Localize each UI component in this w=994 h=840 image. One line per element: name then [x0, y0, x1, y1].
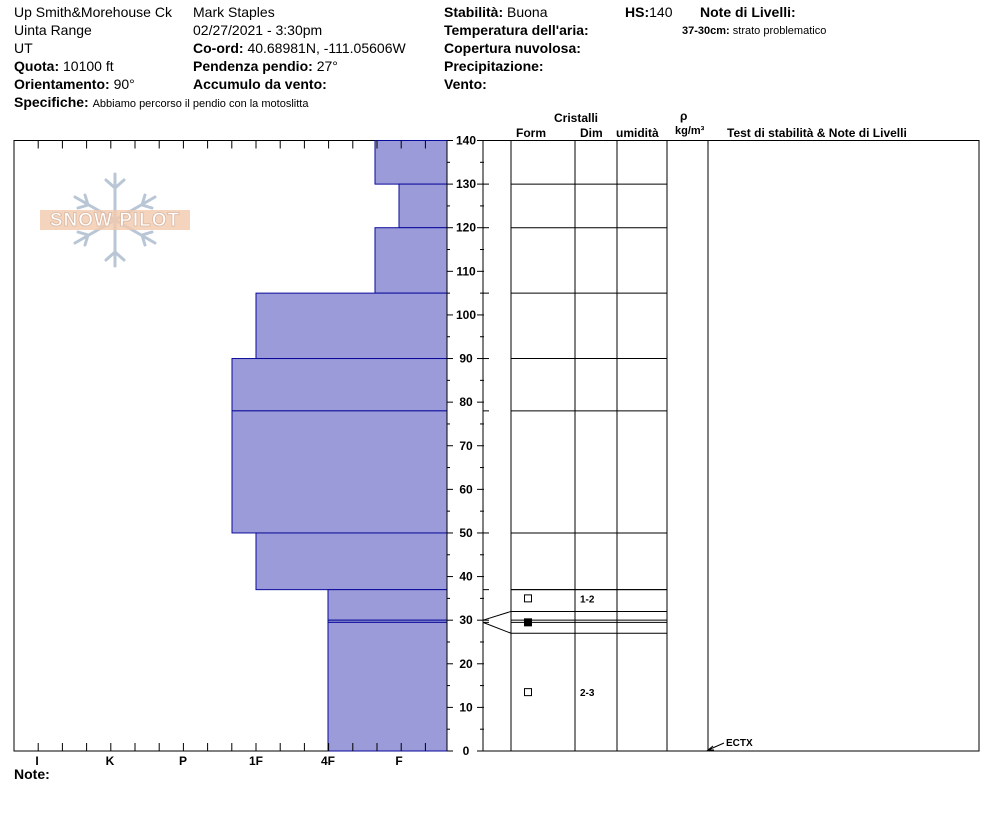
hardness-label: P: [178, 754, 188, 768]
col-dim: Dim: [580, 126, 603, 140]
datetime: 02/27/2021 - 3:30pm: [193, 22, 323, 38]
depth-tick-label: 100: [455, 307, 477, 322]
cloud-label: Copertura nuvolosa:: [444, 40, 581, 56]
slope-label: Pendenza pendio:: [193, 58, 313, 74]
layer-bar: [256, 533, 447, 590]
depth-tick-label: 70: [459, 438, 473, 453]
slope-value: 27°: [316, 58, 338, 74]
note-label: Note:: [14, 766, 50, 782]
crystal-dim: 2-3: [580, 688, 595, 700]
depth-tick-label: 50: [459, 525, 473, 540]
hardness-label: K: [105, 754, 115, 768]
test-label: ECTX: [726, 738, 753, 749]
depth-tick-label: 90: [459, 351, 473, 366]
specifics-value: Abbiamo percorso il pendio con la motoslitta: [92, 98, 309, 110]
wind-load-label: Accumulo da vento:: [193, 76, 327, 92]
depth-tick-label: 130: [455, 177, 477, 192]
observer: Mark Staples: [193, 4, 275, 20]
hs-label: HS:: [625, 4, 650, 20]
depth-tick-label: 30: [459, 613, 473, 628]
location: Up Smith&Morehouse Ck: [14, 4, 172, 20]
layer-bar: [375, 228, 447, 293]
col-tests: Test di stabilità & Note di Livelli: [727, 126, 907, 140]
layer-bar: [232, 411, 447, 533]
col-rho: ρ: [680, 109, 688, 123]
coord-label: Co-ord:: [193, 40, 244, 56]
col-density-unit: kg/m³: [675, 125, 705, 137]
hardness-label: 1F: [248, 754, 264, 768]
quota-value: 10100 ft: [63, 58, 114, 74]
depth-tick-label: 20: [459, 656, 473, 671]
col-umidita: umidità: [616, 126, 659, 140]
crystal-open-square-icon: [525, 689, 532, 696]
depth-tick-label: 120: [455, 220, 477, 235]
depth-tick-label: 10: [459, 700, 473, 715]
layer-bar: [328, 622, 447, 751]
layer-notes-label: Note di Livelli:: [700, 4, 796, 20]
col-form: Form: [516, 126, 546, 140]
stability-label: Stabilità:: [444, 4, 504, 20]
air-temp-label: Temperatura dell'aria:: [444, 22, 589, 38]
layer-bar: [328, 590, 447, 621]
quota-label: Quota:: [14, 58, 60, 74]
stability-value: Buona: [507, 4, 548, 20]
layer-bar: [375, 141, 447, 185]
depth-tick-label: 140: [455, 133, 477, 148]
hardness-label: I: [35, 754, 39, 768]
depth-connector: [483, 622, 511, 633]
state: UT: [14, 40, 33, 56]
crystal-dim: 1-2: [580, 594, 595, 606]
col-cristalli: Cristalli: [554, 111, 599, 125]
depth-connector: [483, 611, 511, 620]
hardness-label: F: [395, 754, 403, 768]
layer-note-text: strato problematico: [732, 25, 827, 37]
layer-bar: [399, 184, 447, 228]
layer-bar: [256, 293, 447, 358]
test-pointer: [708, 743, 724, 750]
layer-note-depth: 37-30cm:: [682, 25, 730, 37]
data-table-frame: [483, 141, 979, 752]
orientation-value: 90°: [113, 76, 135, 92]
logo-text: SNOW PILOT: [49, 210, 181, 231]
specifics-label: Specifiche:: [14, 94, 89, 110]
crystal-filled-square-icon: [525, 619, 532, 626]
crystal-open-square-icon: [525, 595, 532, 602]
range: Uinta Range: [14, 22, 92, 38]
depth-tick-label: 0: [462, 744, 470, 758]
wind-label: Vento:: [444, 76, 487, 92]
depth-tick-label: 110: [456, 264, 476, 279]
orientation-label: Orientamento:: [14, 76, 110, 92]
hs-value: 140: [649, 4, 673, 20]
depth-tick-label: 40: [459, 569, 473, 584]
depth-tick-label: 80: [459, 395, 473, 410]
coord-value: 40.68981N, -111.05606W: [247, 40, 406, 56]
depth-tick-label: 60: [459, 482, 473, 497]
precip-label: Precipitazione:: [444, 58, 544, 74]
layer-bar: [232, 359, 447, 411]
hardness-label: 4F: [320, 754, 336, 768]
